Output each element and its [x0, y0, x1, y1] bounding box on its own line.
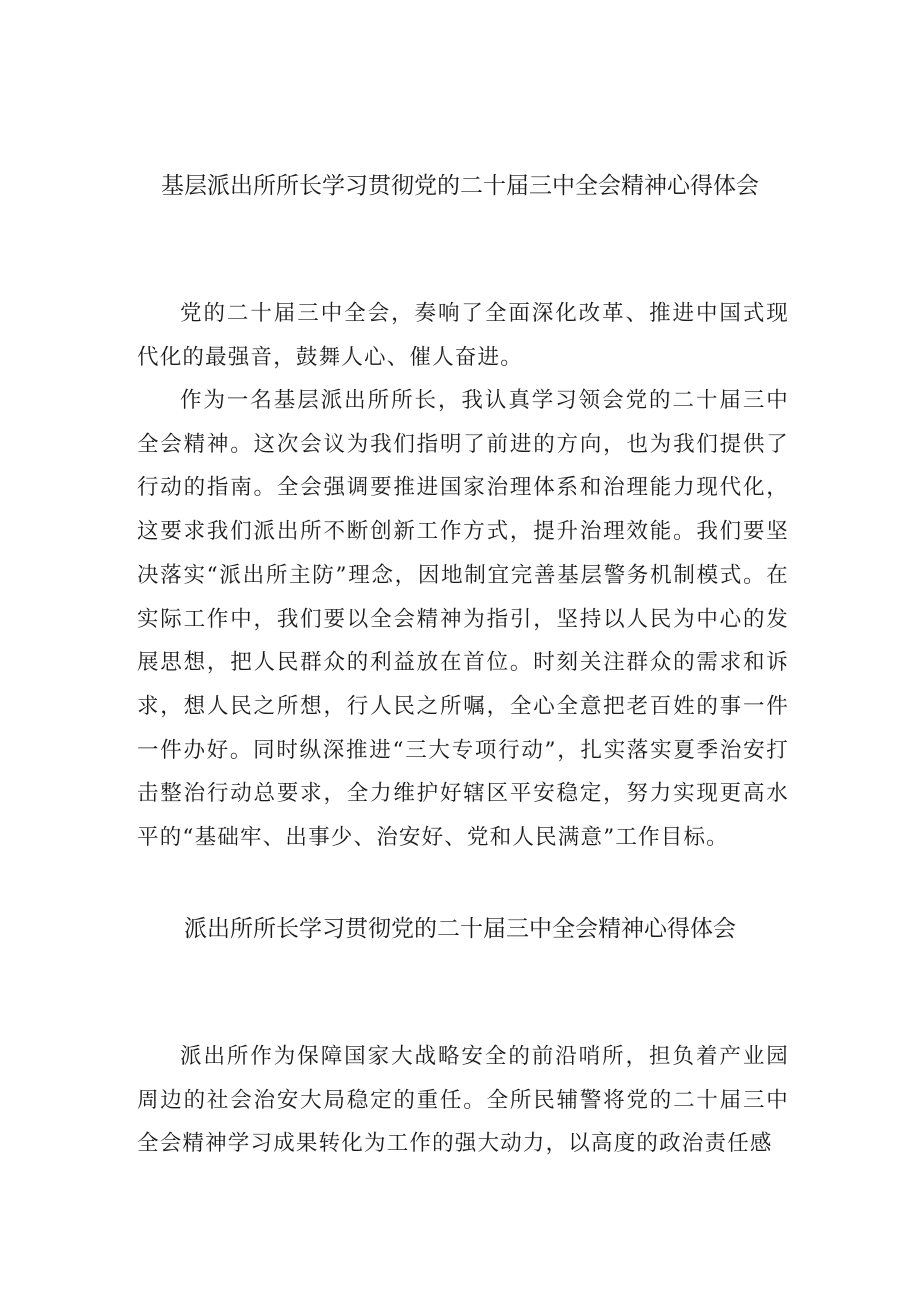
article-1-paragraph-2: 作为一名基层派出所所长，我认真学习领会党的二十届三中全会精神。这次会议为我们指明了前进的方向，也为我们提供了行动的指南。全会强调要推进国家治理体系和治理能力现代化，这要求我们派出所不断创新工作方式，提升治理效能。我们要坚决落实“派出所主防”理念，因地制宜完善基层警务机制模式。在实际工作中，我们要以全会精神为指引，坚持以人民为中心的发展思想，把人民群众的利益放在首位。时刻关注群众的需求和诉求，想人民之所想，行人民之所嘱，全心全意把老百姓的事一件一件办好。同时纵深推进“三大专项行动”，扎实落实夏季治安打击整治行动总要求，全力维护好辖区平安稳定，努力实现更高水平的“基础牢、出事少、治安好、党和人民满意”工作目标。 — [137, 388, 789, 851]
article-2-paragraph-1: 派出所作为保障国家大战略安全的前沿哨所，担负着产业园周边的社会治安大局稳定的重任。全所民辅警将党的二十届三中全会精神学习成果转化为工作的强大动力，以高度的政治责任感 — [137, 1044, 789, 1157]
article-title-1: 基层派出所所长学习贯彻党的二十届三中全会精神心得体会 — [161, 173, 759, 199]
article-title-2: 派出所所长学习贯彻党的二十届三中全会精神心得体会 — [184, 916, 736, 942]
article-1-paragraph-1: 党的二十届三中全会，奏响了全面深化改革、推进中国式现代化的最强音，鼓舞人心、催人奋进。 — [137, 301, 789, 370]
